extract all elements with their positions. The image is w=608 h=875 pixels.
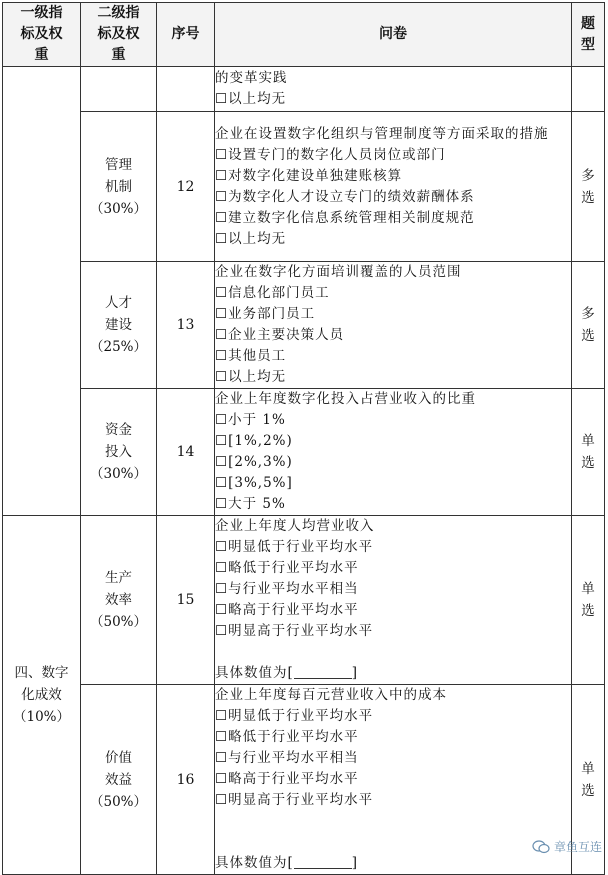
option-item: ☐[3%,5%]	[215, 475, 293, 491]
option-item: ☐明显低于行业平均水平	[215, 539, 374, 555]
row-number	[157, 67, 215, 112]
type-cell: 单 选	[572, 389, 605, 516]
question-cell	[215, 67, 572, 112]
table-row	[3, 685, 605, 875]
question-cell	[215, 262, 572, 389]
type-cell: 单 选	[572, 685, 605, 875]
type-cell: 多 选	[572, 262, 605, 389]
option-item: ☐[2%,3%)	[215, 454, 293, 470]
question-cell	[215, 112, 572, 262]
category-cell-blank	[3, 67, 81, 516]
question-text: 企业在数字化方面培训覆盖的人员范围	[215, 264, 462, 280]
option-item: ☐信息化部门员工	[215, 285, 330, 301]
table-row	[3, 389, 605, 516]
question-text: 的变革实践	[215, 70, 288, 86]
row-number: 15	[157, 516, 215, 685]
option-item: ☐建立数字化信息系统管理相关制度规范	[215, 209, 475, 226]
option-item: ☐以上均无	[215, 91, 287, 107]
question-text: 企业上年度数字化投入占营业收入的比重	[215, 391, 476, 407]
wechat-icon	[532, 840, 550, 854]
option-item: ☐大于 5%	[215, 496, 286, 512]
subcategory-cell: 价值 效益 （50%）	[81, 685, 157, 875]
value-blank[interactable]	[294, 664, 352, 679]
option-item: ☐以上均无	[215, 369, 287, 385]
row-number: 12	[157, 112, 215, 262]
value-fill-line: 具体数值为[ ]	[215, 665, 359, 681]
option-item: ☐明显高于行业平均水平	[215, 623, 374, 639]
option-item: ☐略高于行业平均水平	[215, 771, 359, 787]
question-text: 企业上年度人均营业收入	[215, 518, 375, 534]
row-number: 14	[157, 389, 215, 516]
header-level2: 二级指 标及权 重	[81, 3, 157, 67]
option-item: ☐略高于行业平均水平	[215, 602, 359, 618]
question-cell	[215, 516, 572, 685]
header-row	[3, 3, 605, 67]
watermark-text: 章鱼互连	[553, 840, 602, 854]
option-item: ☐小于 1%	[215, 412, 286, 428]
option-item: ☐为数字化人才设立专门的绩效薪酬体系	[215, 188, 475, 205]
option-item: ☐设置专门的数字化人员岗位或部门	[215, 146, 446, 163]
option-item: ☐与行业平均水平相当	[215, 750, 359, 766]
table-row	[3, 516, 605, 685]
subcategory-cell: 人才 建设 （25%）	[81, 262, 157, 389]
table-row	[3, 67, 605, 112]
table-row	[3, 262, 605, 389]
question-cell	[215, 389, 572, 516]
row-number: 16	[157, 685, 215, 875]
subcategory-cell: 资金 投入 （30%）	[81, 389, 157, 516]
option-item: ☐明显高于行业平均水平	[215, 792, 374, 808]
option-item: ☐与行业平均水平相当	[215, 581, 359, 597]
question-text: 企业在设置数字化组织与管理制度等方面采取的措施	[215, 125, 549, 142]
option-item: ☐明显低于行业平均水平	[215, 708, 374, 724]
type-cell	[572, 67, 605, 112]
question-cell	[215, 685, 572, 875]
type-cell: 多 选	[572, 112, 605, 262]
option-item: ☐略低于行业平均水平	[215, 729, 359, 745]
value-blank[interactable]	[294, 854, 352, 869]
header-type: 题 型	[572, 3, 605, 67]
option-item: ☐其他员工	[215, 348, 287, 364]
watermark	[532, 838, 602, 855]
option-item: ☐企业主要决策人员	[215, 327, 345, 343]
option-item: ☐以上均无	[215, 230, 287, 247]
option-item: ☐[1%,2%)	[215, 433, 293, 449]
option-item: ☐对数字化建设单独建账核算	[215, 167, 403, 184]
header-questionnaire: 问卷	[215, 3, 572, 67]
value-fill-line: 具体数值为[ ]	[215, 855, 359, 871]
row-number: 13	[157, 262, 215, 389]
option-item: ☐略低于行业平均水平	[215, 560, 359, 576]
subcategory-cell	[81, 67, 157, 112]
subcategory-cell: 生产 效率 （50%）	[81, 516, 157, 685]
header-number: 序号	[157, 3, 215, 67]
type-cell: 单 选	[572, 516, 605, 685]
subcategory-cell: 管理 机制 （30%）	[81, 112, 157, 262]
option-item: ☐业务部门员工	[215, 306, 316, 322]
header-level1: 一级指 标及权 重	[3, 3, 81, 67]
table-row	[3, 112, 605, 262]
questionnaire-table	[2, 2, 605, 875]
category-cell: 四、数字 化成效 （10%）	[3, 516, 81, 875]
question-text: 企业上年度每百元营业收入中的成本	[215, 687, 447, 703]
